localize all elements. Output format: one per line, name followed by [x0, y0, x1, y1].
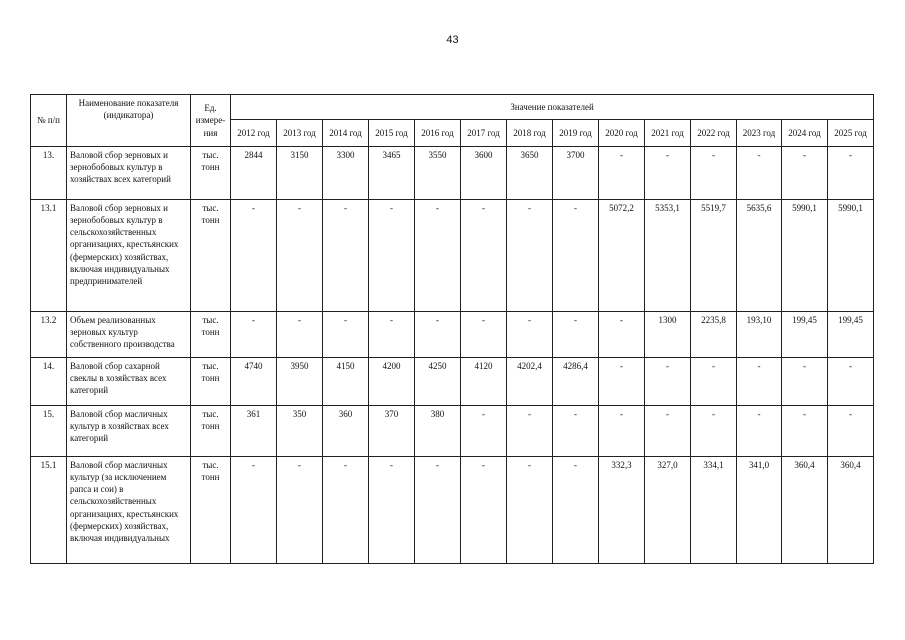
- table-row: [31, 457, 874, 564]
- page-number: 43: [446, 34, 459, 46]
- value-cell: 334,1: [691, 457, 737, 564]
- unit-cell: тыс. тонн: [191, 406, 231, 457]
- indicator-name: Валовой сбор масличных культур в хозяйствах всех категорий: [67, 406, 191, 457]
- header-year: 2015 год: [369, 120, 415, 147]
- value-cell: -: [461, 406, 507, 457]
- header-year: 2013 год: [277, 120, 323, 147]
- header-year: 2025 год: [828, 120, 874, 147]
- value-cell: -: [828, 406, 874, 457]
- value-cell: 2844: [231, 147, 277, 200]
- table-row: [31, 147, 874, 200]
- value-cell: -: [369, 200, 415, 312]
- header-year: 2016 год: [415, 120, 461, 147]
- unit-cell: тыс. тонн: [191, 358, 231, 406]
- table-row: [31, 406, 874, 457]
- table-body: [31, 147, 874, 564]
- header-year: 2021 год: [645, 120, 691, 147]
- header-year: 2012 год: [231, 120, 277, 147]
- value-cell: 360,4: [828, 457, 874, 564]
- value-cell: 327,0: [645, 457, 691, 564]
- header-year: 2017 год: [461, 120, 507, 147]
- value-cell: 3550: [415, 147, 461, 200]
- value-cell: -: [369, 457, 415, 564]
- header-year: 2020 год: [599, 120, 645, 147]
- indicators-table: [30, 94, 874, 564]
- value-cell: 199,45: [782, 312, 828, 358]
- value-cell: -: [737, 406, 782, 457]
- value-cell: -: [828, 147, 874, 200]
- value-cell: -: [645, 358, 691, 406]
- value-cell: -: [231, 200, 277, 312]
- value-cell: -: [691, 406, 737, 457]
- value-cell: -: [277, 200, 323, 312]
- value-cell: 2235,8: [691, 312, 737, 358]
- indicator-name: Валовой сбор зерновых и зернобобовых культур в хозяйствах всех категорий: [67, 147, 191, 200]
- value-cell: 332,3: [599, 457, 645, 564]
- value-cell: -: [231, 312, 277, 358]
- header-unit: Ед. измере-ния: [191, 95, 231, 147]
- value-cell: -: [415, 200, 461, 312]
- value-cell: 360: [323, 406, 369, 457]
- value-cell: 5519,7: [691, 200, 737, 312]
- value-cell: 350: [277, 406, 323, 457]
- row-number: 15.: [31, 406, 67, 457]
- value-cell: 4202,4: [507, 358, 553, 406]
- value-cell: 4120: [461, 358, 507, 406]
- row-number: 15.1: [31, 457, 67, 564]
- value-cell: -: [323, 312, 369, 358]
- unit-cell: тыс. тонн: [191, 312, 231, 358]
- value-cell: 199,45: [828, 312, 874, 358]
- value-cell: -: [369, 312, 415, 358]
- value-cell: -: [277, 312, 323, 358]
- value-cell: 3150: [277, 147, 323, 200]
- value-cell: -: [231, 457, 277, 564]
- value-cell: 5635,6: [737, 200, 782, 312]
- header-year: 2018 год: [507, 120, 553, 147]
- value-cell: 1300: [645, 312, 691, 358]
- value-cell: 4150: [323, 358, 369, 406]
- value-cell: 3300: [323, 147, 369, 200]
- header-name: Наименование показателя (индикатора): [67, 95, 191, 147]
- value-cell: -: [599, 358, 645, 406]
- value-cell: -: [599, 406, 645, 457]
- value-cell: 3950: [277, 358, 323, 406]
- value-cell: 4200: [369, 358, 415, 406]
- value-cell: 5072,2: [599, 200, 645, 312]
- value-cell: -: [691, 147, 737, 200]
- header-num: № п/п: [31, 95, 67, 147]
- header-year: 2019 год: [553, 120, 599, 147]
- value-cell: -: [553, 200, 599, 312]
- row-number: 13.2: [31, 312, 67, 358]
- value-cell: -: [323, 457, 369, 564]
- value-cell: -: [599, 312, 645, 358]
- value-cell: 3600: [461, 147, 507, 200]
- value-cell: -: [461, 312, 507, 358]
- value-cell: -: [507, 200, 553, 312]
- value-cell: -: [828, 358, 874, 406]
- row-number: 13.: [31, 147, 67, 200]
- value-cell: 5353,1: [645, 200, 691, 312]
- value-cell: -: [782, 406, 828, 457]
- value-cell: -: [415, 312, 461, 358]
- value-cell: 193,10: [737, 312, 782, 358]
- unit-cell: тыс. тонн: [191, 147, 231, 200]
- header-year: 2023 год: [737, 120, 782, 147]
- value-cell: -: [645, 147, 691, 200]
- value-cell: -: [553, 312, 599, 358]
- value-cell: -: [277, 457, 323, 564]
- value-cell: 3465: [369, 147, 415, 200]
- value-cell: 3700: [553, 147, 599, 200]
- table-row: [31, 358, 874, 406]
- unit-cell: тыс. тонн: [191, 457, 231, 564]
- value-cell: 4286,4: [553, 358, 599, 406]
- value-cell: -: [507, 406, 553, 457]
- value-cell: 370: [369, 406, 415, 457]
- value-cell: 380: [415, 406, 461, 457]
- header-row: [31, 95, 874, 120]
- indicator-name: Объем реализованных зерновых культур собственного производства: [67, 312, 191, 358]
- value-cell: -: [599, 147, 645, 200]
- value-cell: -: [507, 312, 553, 358]
- value-cell: -: [691, 358, 737, 406]
- value-cell: -: [553, 457, 599, 564]
- value-cell: -: [461, 457, 507, 564]
- row-number: 14.: [31, 358, 67, 406]
- header-year: 2024 год: [782, 120, 828, 147]
- header-values-group: Значение показателей: [231, 95, 874, 120]
- value-cell: -: [507, 457, 553, 564]
- header-year: 2014 год: [323, 120, 369, 147]
- indicator-name: Валовой сбор зерновых и зернобобовых культур в сельскохозяйственных организациях, крестьянских (фермерских) хозяйствах, включая индивидуальных предпринимателей: [67, 200, 191, 312]
- value-cell: -: [737, 147, 782, 200]
- value-cell: -: [645, 406, 691, 457]
- value-cell: -: [323, 200, 369, 312]
- value-cell: -: [461, 200, 507, 312]
- table-row: [31, 312, 874, 358]
- unit-cell: тыс. тонн: [191, 200, 231, 312]
- value-cell: 4740: [231, 358, 277, 406]
- row-number: 13.1: [31, 200, 67, 312]
- value-cell: 341,0: [737, 457, 782, 564]
- indicator-name: Валовой сбор сахарной свеклы в хозяйствах всех категорий: [67, 358, 191, 406]
- value-cell: -: [737, 358, 782, 406]
- value-cell: 5990,1: [782, 200, 828, 312]
- value-cell: -: [782, 147, 828, 200]
- value-cell: 5990,1: [828, 200, 874, 312]
- value-cell: 361: [231, 406, 277, 457]
- table-row: [31, 200, 874, 312]
- header-year: 2022 год: [691, 120, 737, 147]
- value-cell: 3650: [507, 147, 553, 200]
- value-cell: -: [415, 457, 461, 564]
- indicator-name: Валовой сбор масличных культур (за исключением рапса и сои) в сельскохозяйственных организациях, крестьянских (фермерских) хозяйствах, включая индивидуальных: [67, 457, 191, 564]
- value-cell: -: [553, 406, 599, 457]
- value-cell: 360,4: [782, 457, 828, 564]
- value-cell: 4250: [415, 358, 461, 406]
- value-cell: -: [782, 358, 828, 406]
